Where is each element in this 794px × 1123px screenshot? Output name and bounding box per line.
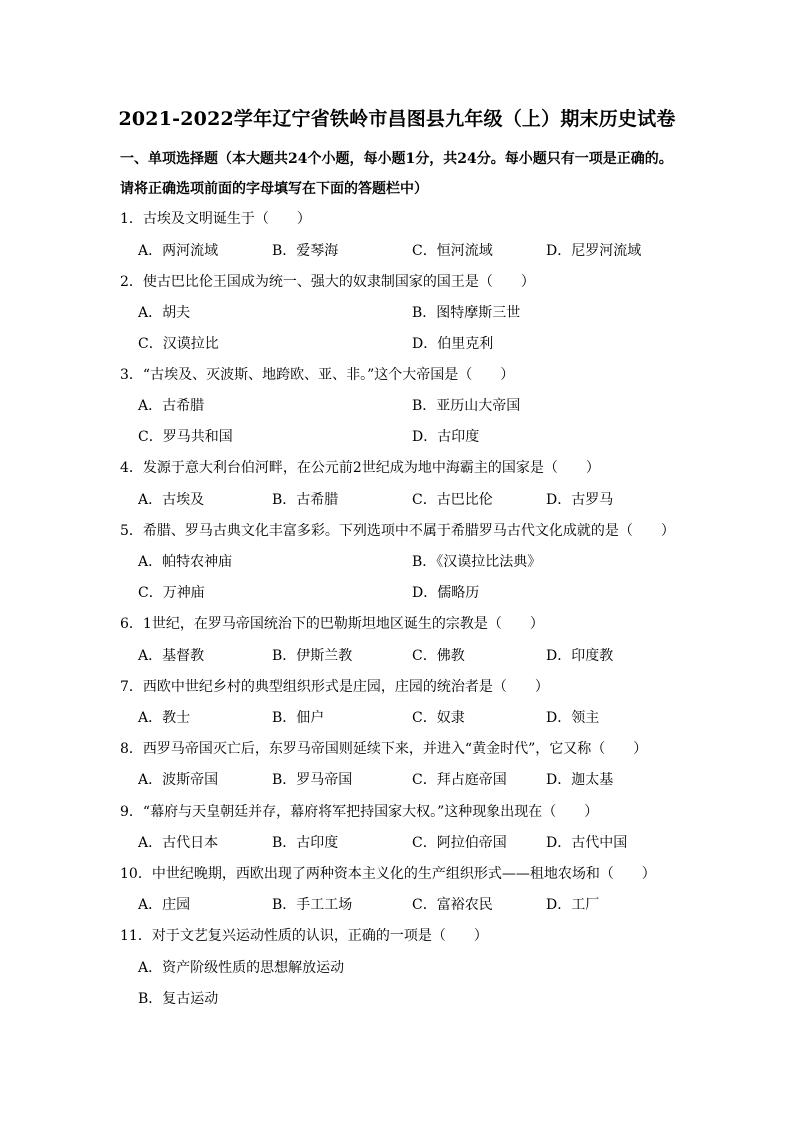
question-stem: 10．中世纪晚期，西欧出现了两种资本主义化的生产组织形式——租地农场和（ ） xyxy=(120,866,656,882)
option-d: D．迦太基 xyxy=(546,772,614,788)
question-stem: 8．西罗马帝国灭亡后，东罗马帝国则延续下来，并进入“黄金时代”，它又称（ ） xyxy=(120,741,648,757)
option-c: C．奴隶 xyxy=(412,710,465,726)
option-c: C．万神庙 xyxy=(138,585,205,601)
option-a: A．帕特农神庙 xyxy=(138,554,233,570)
option-a: A．庄园 xyxy=(138,897,191,913)
option-d: D．古代中国 xyxy=(546,835,628,851)
question-stem: 11．对于文艺复兴运动性质的认识，正确的一项是（ ） xyxy=(120,928,488,944)
question-stem: 2．使古巴比伦王国成为统一、强大的奴隶制国家的国王是（ ） xyxy=(120,274,535,290)
section-heading-line-2: 请将正确选项前面的字母填写在下面的答题栏中） xyxy=(120,181,428,197)
option-d: D．印度教 xyxy=(546,648,614,664)
option-b: B．爱琴海 xyxy=(272,243,339,259)
option-a: A．波斯帝国 xyxy=(138,772,219,788)
option-c: C．阿拉伯帝国 xyxy=(412,835,507,851)
option-a: A．古代日本 xyxy=(138,835,219,851)
option-d: D．尼罗河流域 xyxy=(546,243,642,259)
option-a: A．教士 xyxy=(138,710,191,726)
option-b: B．手工工场 xyxy=(272,897,353,913)
option-d: D．儒略历 xyxy=(412,585,480,601)
option-a: A．古希腊 xyxy=(138,398,205,414)
option-d: D．伯里克利 xyxy=(412,336,494,352)
question-stem: 3．“古埃及、灭波斯、地跨欧、亚、非。”这个大帝国是（ ） xyxy=(120,367,515,383)
option-c: C．罗马共和国 xyxy=(138,429,233,445)
option-b: B．古希腊 xyxy=(272,492,339,508)
question-stem: 6．1世纪，在罗马帝国统治下的巴勒斯坦地区诞生的宗教是（ ） xyxy=(120,616,544,632)
option-b: B．罗马帝国 xyxy=(272,772,353,788)
option-b: B．复古运动 xyxy=(138,991,219,1007)
question-stem: 9．“幕府与天皇朝廷并存，幕府将军把持国家大权。”这种现象出现在（ ） xyxy=(120,804,599,820)
option-c: C．恒河流域 xyxy=(412,243,493,259)
option-b: B．伊斯兰教 xyxy=(272,648,353,664)
question-stem: 7．西欧中世纪乡村的典型组织形式是庄园，庄园的统治者是（ ） xyxy=(120,679,549,695)
option-a: A．古埃及 xyxy=(138,492,205,508)
option-c: C．汉谟拉比 xyxy=(138,336,219,352)
option-a: A．基督教 xyxy=(138,648,205,664)
option-c: C．古巴比伦 xyxy=(412,492,493,508)
option-d: D．古罗马 xyxy=(546,492,614,508)
option-c: C．富裕农民 xyxy=(412,897,493,913)
option-b: B．佃户 xyxy=(272,710,325,726)
option-b: B．古印度 xyxy=(272,835,339,851)
option-b: B．《汉谟拉比法典》 xyxy=(412,554,542,570)
question-stem: 4．发源于意大利台伯河畔，在公元前2世纪成为地中海霸主的国家是（ ） xyxy=(120,460,600,476)
option-d: D．古印度 xyxy=(412,429,480,445)
option-a: A．两河流域 xyxy=(138,243,219,259)
option-b: B．亚历山大帝国 xyxy=(412,398,521,414)
option-c: C．拜占庭帝国 xyxy=(412,772,507,788)
option-d: D．领主 xyxy=(546,710,600,726)
option-a: A．胡夫 xyxy=(138,305,191,321)
question-stem: 1．古埃及文明诞生于（ ） xyxy=(120,211,311,227)
page-title: 2021-2022学年辽宁省铁岭市昌图县九年级（上）期末历史试卷 xyxy=(118,108,676,130)
section-heading-line-1: 一、单项选择题（本大题共24个小题，每小题1分，共24分。每小题只有一项是正确的。 xyxy=(120,151,673,167)
option-b: B．图特摩斯三世 xyxy=(412,305,521,321)
option-c: C．佛教 xyxy=(412,648,465,664)
question-stem: 5．希腊、罗马古典文化丰富多彩。下列选项中不属于希腊罗马古代文化成就的是（ ） xyxy=(120,523,675,539)
option-d: D．工厂 xyxy=(546,897,600,913)
option-a: A．资产阶级性质的思想解放运动 xyxy=(138,960,345,976)
